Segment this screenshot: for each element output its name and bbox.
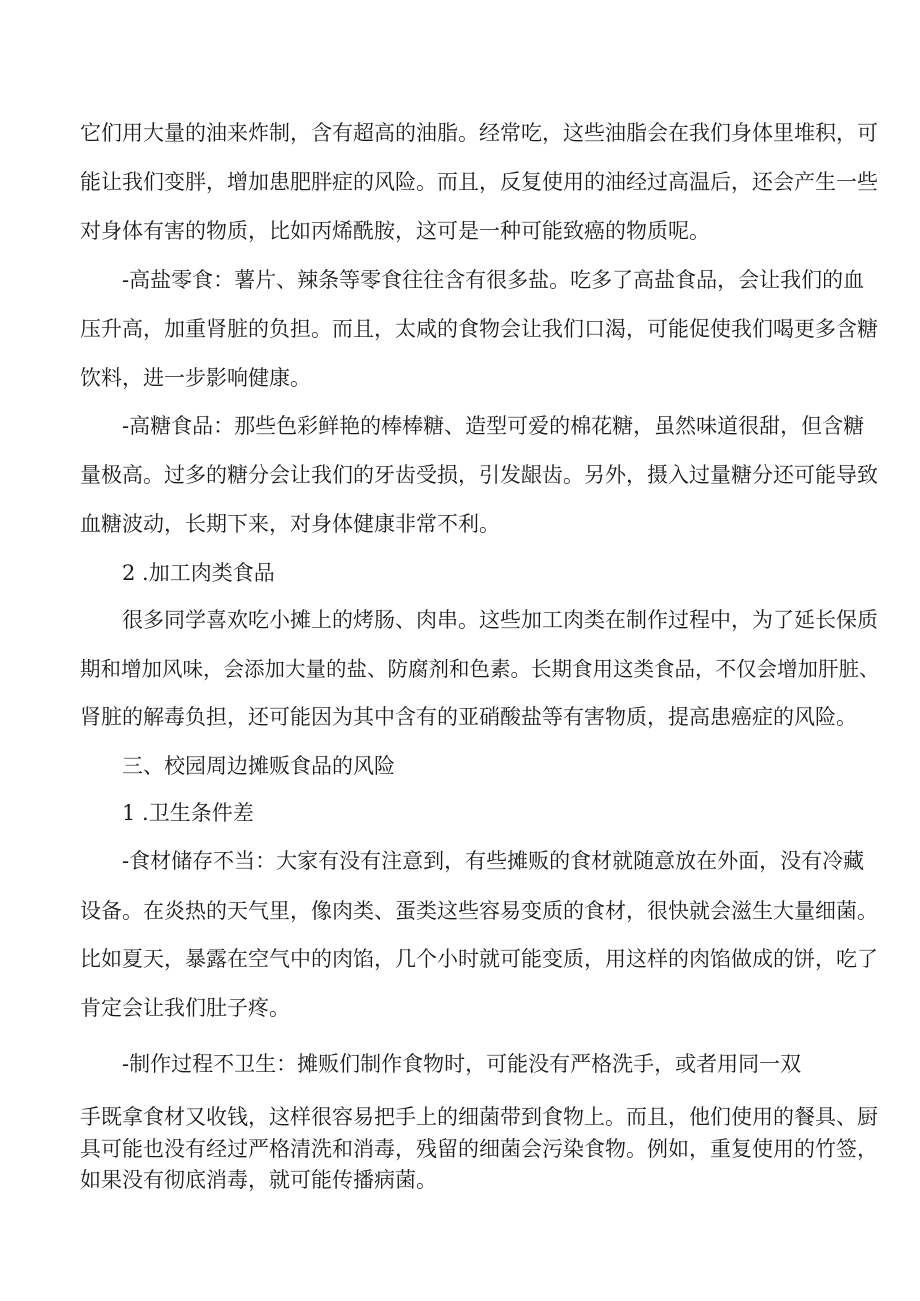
paragraph-line: -高糖食品：那些色彩鲜艳的棒棒糖、造型可爱的棉花糖，虽然味道很甜，但含糖	[122, 414, 865, 438]
paragraph-line: 如果没有彻底消毒，就可能传播病菌。	[80, 1168, 437, 1192]
paragraph-line: 手既拿食材又收钱，这样很容易把手上的细菌带到食物上。而且，他们使用的餐具、厨	[80, 1105, 878, 1129]
section-heading: 2 .加工肉类食品	[122, 561, 275, 585]
paragraph-line: 期和增加风味，会添加大量的盐、防腐剂和色素。长期食用这类食品，不仅会增加肝脏、	[80, 657, 880, 681]
paragraph-line: 它们用大量的油来炸制，含有超高的油脂。经常吃，这些油脂会在我们身体里堆积，可	[80, 121, 878, 145]
paragraph-line: 肾脏的解毒负担，还可能因为其中含有的亚硝酸盐等有害物质，提高患癌症的风险。	[80, 705, 857, 729]
section-heading: 三、校园周边摊贩食品的风险	[122, 754, 395, 778]
paragraph-line: 肯定会让我们肚子疼。	[80, 996, 290, 1020]
paragraph-line: 具可能也没有经过严格清洗和消毒，残留的细菌会污染食物。例如，重复使用的竹签，	[80, 1137, 878, 1161]
paragraph-line: 设备。在炎热的天气里，像肉类、蛋类这些容易变质的食材，很快就会滋生大量细菌。	[80, 899, 878, 923]
paragraph-line: -制作过程不卫生：摊贩们制作食物时，可能没有严格洗手，或者用同一双	[122, 1052, 802, 1076]
paragraph-line: 比如夏天，暴露在空气中的肉馅，几个小时就可能变质，用这样的肉馅做成的饼，吃了	[80, 947, 878, 971]
paragraph-line: 能让我们变胖，增加患肥胖症的风险。而且，反复使用的油经过高温后，还会产生一些	[80, 170, 878, 194]
paragraph-line: 很多同学喜欢吃小摊上的烤肠、肉串。这些加工肉类在制作过程中，为了延长保质	[122, 608, 878, 632]
paragraph-line: 量极高。过多的糖分会让我们的牙齿受损，引发龈齿。另外，摄入过量糖分还可能导致	[80, 463, 878, 487]
section-heading: 1 .卫生条件差	[122, 801, 254, 825]
paragraph-line: 对身体有害的物质，比如丙烯酰胺，这可是一种可能致癌的物质呢。	[80, 219, 710, 243]
paragraph-line: 饮料，进一步影响健康。	[80, 366, 311, 390]
paragraph-line: -食材储存不当：大家有没有注意到，有些摊贩的食材就随意放在外面，没有冷藏	[122, 849, 865, 873]
paragraph-line: -高盐零食：薯片、辣条等零食往往含有很多盐。吃多了高盐食品，会让我们的血	[122, 268, 865, 292]
paragraph-line: 压升高，加重肾脏的负担。而且，太咸的食物会让我们口渴，可能促使我们喝更多含糖	[80, 317, 878, 341]
paragraph-line: 血糖波动，长期下来，对身体健康非常不利。	[80, 512, 500, 536]
